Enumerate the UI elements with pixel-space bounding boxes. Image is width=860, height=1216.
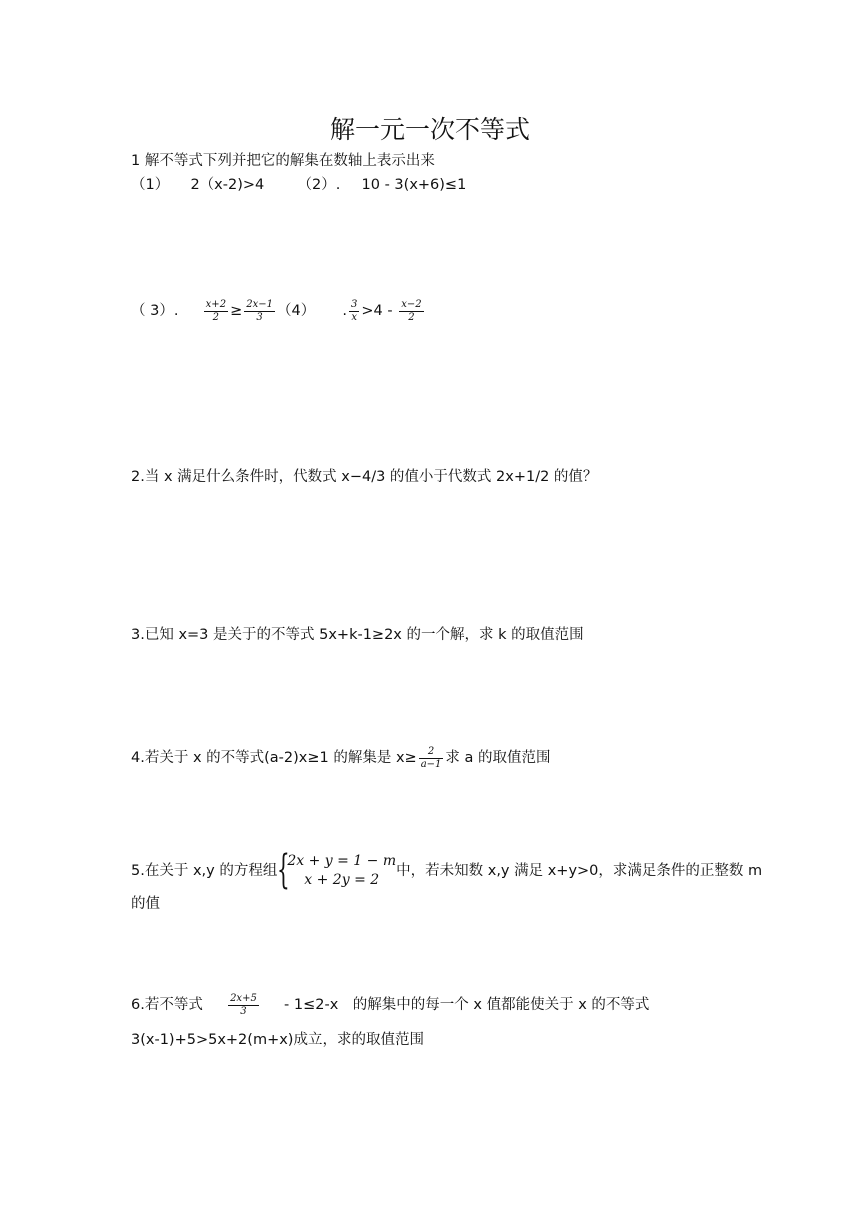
q2-text: 2.当 x 满足什么条件时，代数式 x−4/3 的值小于代数式 2x+1/2 的值？ <box>131 469 598 485</box>
q1-p4-label: （4） <box>276 303 316 319</box>
q5-before: 5.在关于 x,y 的方程组 <box>131 863 278 879</box>
q5-equation-system <box>277 847 397 893</box>
left-brace-icon: { <box>277 847 291 893</box>
q6-after: - 1≤2-x 的解集中的每一个 x 值都能使关于 x 的不等式 <box>284 997 650 1013</box>
q1-p3-operator: ≥ <box>230 303 243 319</box>
q1-p4-fraction-a <box>349 299 359 324</box>
q1-p2-label: （2）. <box>297 177 341 193</box>
fraction-denominator: x <box>351 311 358 323</box>
fraction-numerator: 2x−1 <box>246 298 273 310</box>
q1-p3-fraction-a <box>204 299 228 324</box>
q3-text: 3.已知 x=3 是关于的不等式 5x+k-1≥2x 的一个解，求 k 的取值范围 <box>131 627 584 643</box>
fraction-numerator: x−2 <box>401 298 422 310</box>
fraction-numerator: 2x+5 <box>230 992 257 1004</box>
q4-after: 求 a 的取值范围 <box>445 750 551 766</box>
fraction-denominator: a−1 <box>420 758 442 770</box>
q1-p1-expr: 2（x-2)>4 <box>190 177 265 193</box>
q5-equation-1: 2x + y = 1 − m <box>287 853 397 869</box>
q4-text <box>131 743 551 773</box>
q1-prompt: 1 解不等式下列并把它的解集在数轴上表示出来 <box>131 153 435 169</box>
fraction-numerator: x+2 <box>205 298 227 310</box>
fraction-numerator: 2 <box>419 746 444 759</box>
fraction-denominator: 3 <box>256 311 263 323</box>
q5-line-1 <box>131 847 763 893</box>
q6-line-1 <box>131 990 649 1020</box>
q1-row-1 <box>131 175 466 195</box>
q6-before: 6.若不等式 <box>131 997 203 1013</box>
q5-equation-2: x + 2y = 2 <box>304 872 380 888</box>
q1-p4-dot: . <box>342 303 348 319</box>
q1-p4-fraction-b <box>399 299 423 324</box>
fraction-numerator: 3 <box>351 298 358 310</box>
q6-line-2: 3(x-1)+5>5x+2(m+x)成立，求的取值范围 <box>131 1032 424 1048</box>
fraction-denominator: 2 <box>212 311 220 323</box>
q1-p2-expr: 10 - 3(x+6)≤1 <box>361 177 467 193</box>
q1-p4-middle: >4 - <box>361 303 393 319</box>
q5-line-2: 的值 <box>131 896 160 912</box>
q4-before: 4.若关于 x 的不等式(a-2)x≥1 的解集是 x≥ <box>131 750 417 766</box>
page-title: 解一元一次不等式 <box>329 115 530 144</box>
fraction-denominator: 2 <box>408 311 415 323</box>
q5-after: 中，若未知数 x,y 满足 x+y>0，求满足条件的正整数 m <box>396 863 763 879</box>
q6-fraction <box>228 993 259 1018</box>
q1-p3-fraction-b <box>244 299 275 324</box>
fraction-denominator: 3 <box>240 1005 247 1017</box>
q1-row-2 <box>131 296 426 326</box>
q1-p3-label: （ 3）. <box>131 303 179 319</box>
q1-p1-label: （1） <box>131 177 170 193</box>
q4-fraction <box>419 746 444 771</box>
